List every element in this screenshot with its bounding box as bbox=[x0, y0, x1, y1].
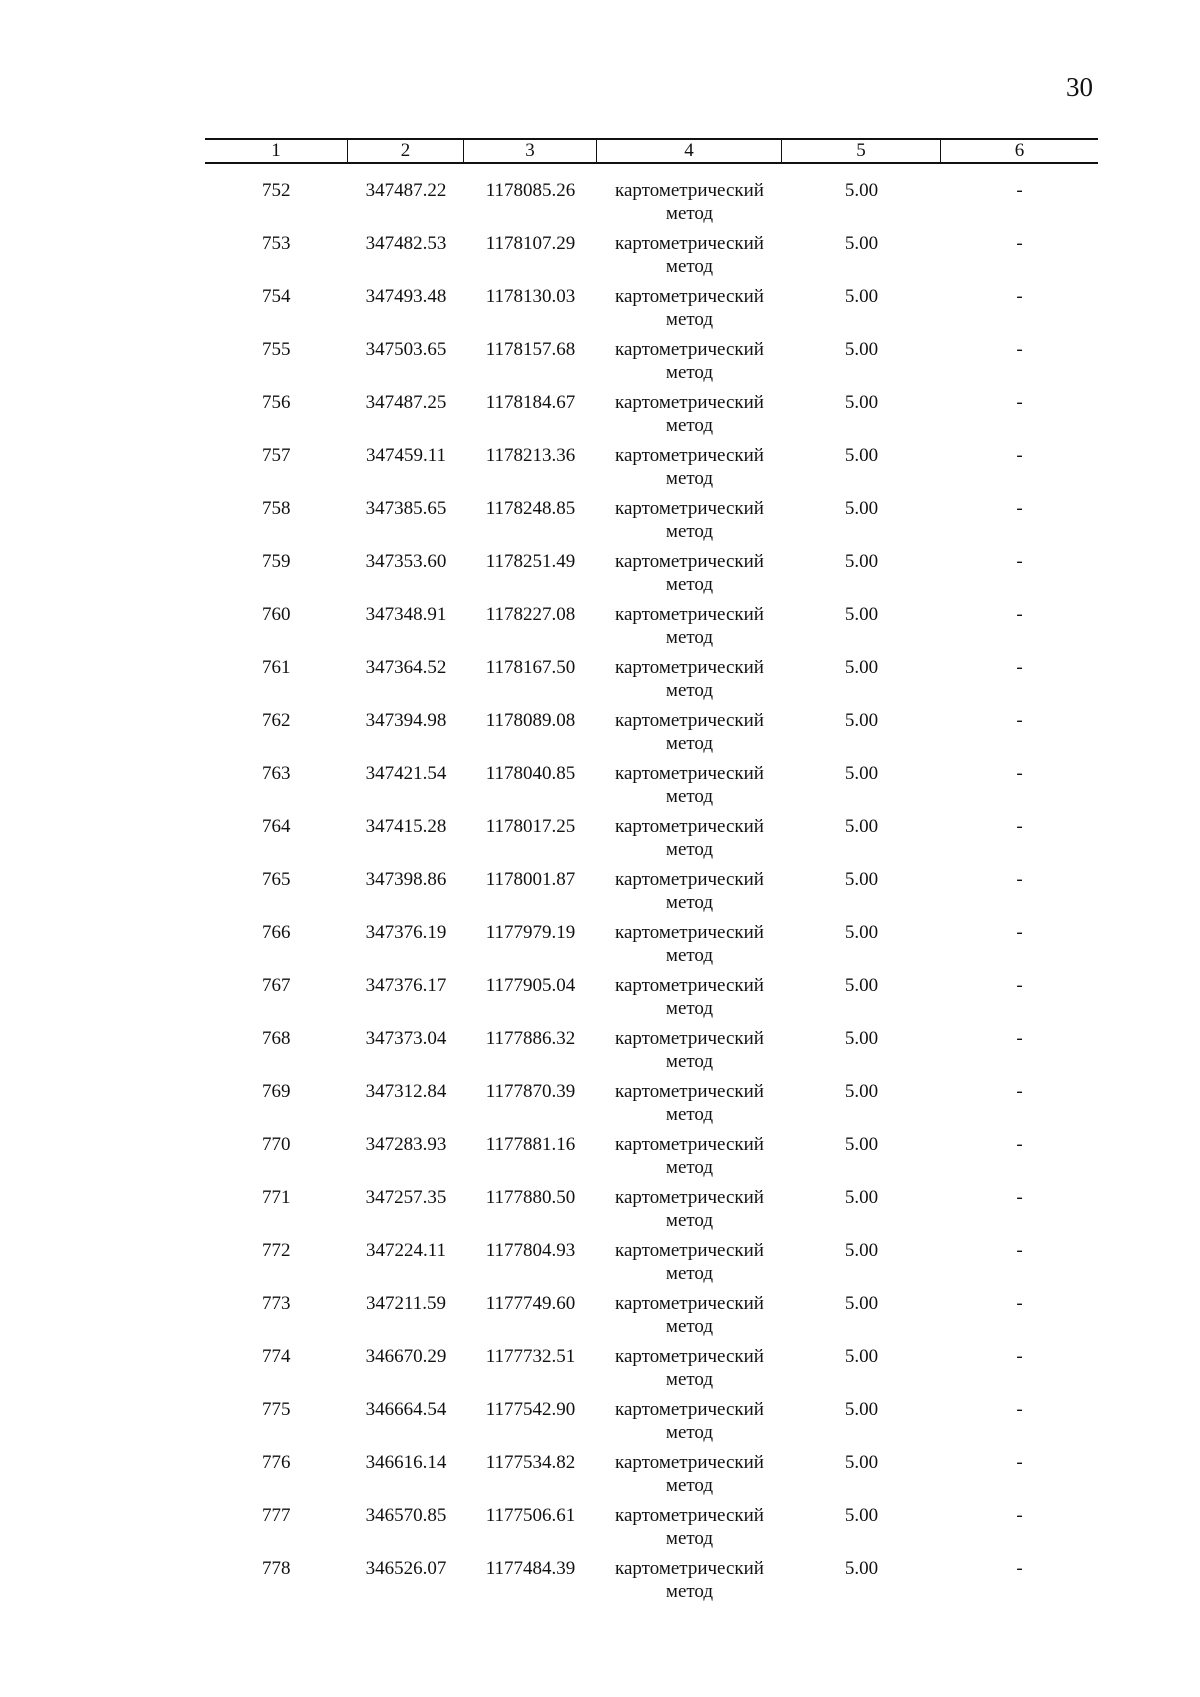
coord-y: 1177484.39 bbox=[485, 1558, 576, 1579]
point-number: 778 bbox=[262, 1558, 291, 1579]
method-line-2: метод bbox=[665, 1051, 714, 1072]
table-body bbox=[205, 179, 1098, 1610]
coord-x: 347487.22 bbox=[365, 180, 447, 201]
table-row bbox=[205, 656, 1098, 709]
method-line-2: метод bbox=[665, 1475, 714, 1496]
table-row bbox=[205, 921, 1098, 974]
description: - bbox=[1016, 1558, 1023, 1579]
description: - bbox=[1016, 869, 1023, 890]
description: - bbox=[1016, 1134, 1023, 1155]
accuracy: 5.00 bbox=[844, 1558, 879, 1579]
description: - bbox=[1016, 339, 1023, 360]
method-line-2: метод bbox=[665, 1210, 714, 1231]
table-row bbox=[205, 1080, 1098, 1133]
method-line-2: метод bbox=[665, 1581, 714, 1602]
table-row bbox=[205, 1292, 1098, 1345]
coord-x: 347415.28 bbox=[365, 816, 447, 837]
coord-y: 1177804.93 bbox=[485, 1240, 576, 1261]
method-line-1: картометрический bbox=[615, 1452, 764, 1473]
point-number: 761 bbox=[262, 657, 291, 678]
method bbox=[597, 921, 782, 974]
table-row bbox=[205, 1186, 1098, 1239]
method bbox=[597, 656, 782, 709]
method-line-1: картометрический bbox=[615, 1081, 764, 1102]
method-line-1: картометрический bbox=[615, 869, 764, 890]
accuracy: 5.00 bbox=[844, 1081, 879, 1102]
accuracy: 5.00 bbox=[844, 1134, 879, 1155]
method-line-1: картометрический bbox=[615, 1346, 764, 1367]
coord-x: 347283.93 bbox=[365, 1134, 447, 1155]
table-row bbox=[205, 1133, 1098, 1186]
method-line-2: метод bbox=[665, 892, 714, 913]
description: - bbox=[1016, 233, 1023, 254]
accuracy: 5.00 bbox=[844, 551, 879, 572]
header-col-1: 1 bbox=[205, 140, 348, 162]
method bbox=[597, 1398, 782, 1451]
table-row bbox=[205, 1557, 1098, 1610]
table-row bbox=[205, 338, 1098, 391]
coord-x: 346664.54 bbox=[365, 1399, 447, 1420]
method bbox=[597, 1027, 782, 1080]
table-row bbox=[205, 868, 1098, 921]
table-row bbox=[205, 285, 1098, 338]
method-line-1: картометрический bbox=[615, 233, 764, 254]
table-row bbox=[205, 815, 1098, 868]
method-line-1: картометрический bbox=[615, 1558, 764, 1579]
accuracy: 5.00 bbox=[844, 339, 879, 360]
coord-x: 347394.98 bbox=[365, 710, 447, 731]
coord-x: 347487.25 bbox=[365, 392, 447, 413]
description: - bbox=[1016, 286, 1023, 307]
coord-x: 346670.29 bbox=[365, 1346, 447, 1367]
method-line-2: метод bbox=[665, 1157, 714, 1178]
coord-y: 1178227.08 bbox=[485, 604, 576, 625]
method bbox=[597, 1080, 782, 1133]
method-line-2: метод bbox=[665, 1369, 714, 1390]
point-number: 763 bbox=[262, 763, 291, 784]
method-line-1: картометрический bbox=[615, 1134, 764, 1155]
accuracy: 5.00 bbox=[844, 1452, 879, 1473]
point-number: 777 bbox=[262, 1505, 291, 1526]
method-line-2: метод bbox=[665, 945, 714, 966]
method-line-2: метод bbox=[665, 1422, 714, 1443]
accuracy: 5.00 bbox=[844, 816, 879, 837]
description: - bbox=[1016, 1028, 1023, 1049]
method bbox=[597, 444, 782, 497]
method bbox=[597, 709, 782, 762]
point-number: 759 bbox=[262, 551, 291, 572]
table-row bbox=[205, 1451, 1098, 1504]
accuracy: 5.00 bbox=[844, 1346, 879, 1367]
description: - bbox=[1016, 710, 1023, 731]
coord-y: 1178001.87 bbox=[485, 869, 576, 890]
method bbox=[597, 815, 782, 868]
coord-y: 1177749.60 bbox=[485, 1293, 576, 1314]
method-line-2: метод bbox=[665, 1528, 714, 1549]
method bbox=[597, 1292, 782, 1345]
coord-x: 346526.07 bbox=[365, 1558, 447, 1579]
description: - bbox=[1016, 180, 1023, 201]
method-line-2: метод bbox=[665, 362, 714, 383]
table-row bbox=[205, 1345, 1098, 1398]
method-line-1: картометрический bbox=[615, 922, 764, 943]
point-number: 753 bbox=[262, 233, 291, 254]
table-row bbox=[205, 1027, 1098, 1080]
coordinates-table bbox=[205, 138, 1098, 1610]
method-line-2: метод bbox=[665, 256, 714, 277]
method bbox=[597, 1504, 782, 1557]
point-number: 766 bbox=[262, 922, 291, 943]
page-number: 30 bbox=[1066, 72, 1093, 102]
accuracy: 5.00 bbox=[844, 1293, 879, 1314]
method-line-2: метод bbox=[665, 203, 714, 224]
description: - bbox=[1016, 498, 1023, 519]
accuracy: 5.00 bbox=[844, 1505, 879, 1526]
coord-y: 1178157.68 bbox=[485, 339, 576, 360]
coord-x: 347493.48 bbox=[365, 286, 447, 307]
coord-y: 1178017.25 bbox=[485, 816, 576, 837]
method-line-1: картометрический bbox=[615, 710, 764, 731]
description: - bbox=[1016, 1240, 1023, 1261]
accuracy: 5.00 bbox=[844, 1240, 879, 1261]
description: - bbox=[1016, 816, 1023, 837]
accuracy: 5.00 bbox=[844, 286, 879, 307]
table-row bbox=[205, 232, 1098, 285]
method bbox=[597, 497, 782, 550]
method bbox=[597, 1451, 782, 1504]
coord-x: 347257.35 bbox=[365, 1187, 447, 1208]
table-row bbox=[205, 391, 1098, 444]
coord-x: 347459.11 bbox=[365, 445, 447, 466]
method-line-2: метод bbox=[665, 1263, 714, 1284]
point-number: 772 bbox=[262, 1240, 291, 1261]
description: - bbox=[1016, 445, 1023, 466]
accuracy: 5.00 bbox=[844, 1399, 879, 1420]
accuracy: 5.00 bbox=[844, 180, 879, 201]
method-line-1: картометрический bbox=[615, 286, 764, 307]
point-number: 762 bbox=[262, 710, 291, 731]
method-line-1: картометрический bbox=[615, 763, 764, 784]
method-line-1: картометрический bbox=[615, 1240, 764, 1261]
coord-x: 347398.86 bbox=[365, 869, 447, 890]
coord-x: 347376.17 bbox=[365, 975, 447, 996]
description: - bbox=[1016, 657, 1023, 678]
point-number: 756 bbox=[262, 392, 291, 413]
coord-y: 1177542.90 bbox=[485, 1399, 576, 1420]
coord-y: 1178085.26 bbox=[485, 180, 576, 201]
method bbox=[597, 974, 782, 1027]
coord-y: 1178167.50 bbox=[485, 657, 576, 678]
coord-y: 1178040.85 bbox=[485, 763, 576, 784]
point-number: 775 bbox=[262, 1399, 291, 1420]
method-line-2: метод bbox=[665, 468, 714, 489]
coord-x: 347312.84 bbox=[365, 1081, 447, 1102]
method-line-2: метод bbox=[665, 786, 714, 807]
coord-y: 1177979.19 bbox=[485, 922, 576, 943]
method bbox=[597, 603, 782, 656]
description: - bbox=[1016, 763, 1023, 784]
description: - bbox=[1016, 1399, 1023, 1420]
point-number: 773 bbox=[262, 1293, 291, 1314]
accuracy: 5.00 bbox=[844, 657, 879, 678]
method-line-1: картометрический bbox=[615, 1028, 764, 1049]
description: - bbox=[1016, 975, 1023, 996]
point-number: 776 bbox=[262, 1452, 291, 1473]
header-col-3: 3 bbox=[464, 140, 597, 162]
accuracy: 5.00 bbox=[844, 710, 879, 731]
coord-x: 347211.59 bbox=[365, 1293, 447, 1314]
method-line-2: метод bbox=[665, 680, 714, 701]
description: - bbox=[1016, 392, 1023, 413]
table-row bbox=[205, 444, 1098, 497]
coord-y: 1178130.03 bbox=[485, 286, 576, 307]
method bbox=[597, 550, 782, 603]
coord-y: 1177905.04 bbox=[485, 975, 576, 996]
coord-y: 1178213.36 bbox=[485, 445, 576, 466]
point-number: 754 bbox=[262, 286, 291, 307]
description: - bbox=[1016, 922, 1023, 943]
coord-x: 347353.60 bbox=[365, 551, 447, 572]
method bbox=[597, 1133, 782, 1186]
table-row bbox=[205, 550, 1098, 603]
description: - bbox=[1016, 604, 1023, 625]
method bbox=[597, 1239, 782, 1292]
coord-y: 1177886.32 bbox=[485, 1028, 576, 1049]
method bbox=[597, 762, 782, 815]
coord-x: 347224.11 bbox=[365, 1240, 447, 1261]
point-number: 764 bbox=[262, 816, 291, 837]
accuracy: 5.00 bbox=[844, 763, 879, 784]
accuracy: 5.00 bbox=[844, 1028, 879, 1049]
method-line-2: метод bbox=[665, 839, 714, 860]
coord-y: 1178107.29 bbox=[485, 233, 576, 254]
accuracy: 5.00 bbox=[844, 392, 879, 413]
method-line-2: метод bbox=[665, 309, 714, 330]
coord-x: 347421.54 bbox=[365, 763, 447, 784]
point-number: 768 bbox=[262, 1028, 291, 1049]
method-line-2: метод bbox=[665, 998, 714, 1019]
coord-y: 1177506.61 bbox=[485, 1505, 576, 1526]
coord-y: 1177870.39 bbox=[485, 1081, 576, 1102]
coord-x: 347376.19 bbox=[365, 922, 447, 943]
method bbox=[597, 868, 782, 921]
point-number: 769 bbox=[262, 1081, 291, 1102]
header-col-2: 2 bbox=[348, 140, 464, 162]
table-row bbox=[205, 179, 1098, 232]
coord-x: 347348.91 bbox=[365, 604, 447, 625]
point-number: 758 bbox=[262, 498, 291, 519]
point-number: 770 bbox=[262, 1134, 291, 1155]
method-line-1: картометрический bbox=[615, 498, 764, 519]
coord-y: 1177732.51 bbox=[485, 1346, 576, 1367]
table-header bbox=[205, 138, 1098, 164]
coord-y: 1177534.82 bbox=[485, 1452, 576, 1473]
method bbox=[597, 232, 782, 285]
accuracy: 5.00 bbox=[844, 869, 879, 890]
coord-x: 346616.14 bbox=[365, 1452, 447, 1473]
description: - bbox=[1016, 551, 1023, 572]
header-col-4: 4 bbox=[597, 140, 782, 162]
accuracy: 5.00 bbox=[844, 233, 879, 254]
method-line-1: картометрический bbox=[615, 1399, 764, 1420]
method-line-1: картометрический bbox=[615, 975, 764, 996]
method bbox=[597, 1186, 782, 1239]
method-line-1: картометрический bbox=[615, 445, 764, 466]
accuracy: 5.00 bbox=[844, 975, 879, 996]
point-number: 771 bbox=[262, 1187, 291, 1208]
table-row bbox=[205, 1504, 1098, 1557]
method-line-2: метод bbox=[665, 574, 714, 595]
accuracy: 5.00 bbox=[844, 445, 879, 466]
table-row bbox=[205, 974, 1098, 1027]
description: - bbox=[1016, 1452, 1023, 1473]
coord-x: 347482.53 bbox=[365, 233, 447, 254]
accuracy: 5.00 bbox=[844, 1187, 879, 1208]
method bbox=[597, 1557, 782, 1610]
point-number: 765 bbox=[262, 869, 291, 890]
method-line-2: метод bbox=[665, 1316, 714, 1337]
method-line-1: картометрический bbox=[615, 392, 764, 413]
method-line-1: картометрический bbox=[615, 657, 764, 678]
coord-x: 347373.04 bbox=[365, 1028, 447, 1049]
method-line-1: картометрический bbox=[615, 339, 764, 360]
method-line-1: картометрический bbox=[615, 816, 764, 837]
table-row bbox=[205, 762, 1098, 815]
method-line-1: картометрический bbox=[615, 180, 764, 201]
point-number: 755 bbox=[262, 339, 291, 360]
description: - bbox=[1016, 1081, 1023, 1102]
description: - bbox=[1016, 1187, 1023, 1208]
coord-y: 1178089.08 bbox=[485, 710, 576, 731]
method bbox=[597, 179, 782, 232]
method-line-2: метод bbox=[665, 733, 714, 754]
coord-y: 1178248.85 bbox=[485, 498, 576, 519]
point-number: 760 bbox=[262, 604, 291, 625]
method-line-2: метод bbox=[665, 627, 714, 648]
coord-y: 1177880.50 bbox=[485, 1187, 576, 1208]
method-line-2: метод bbox=[665, 1104, 714, 1125]
table-row bbox=[205, 603, 1098, 656]
coord-y: 1177881.16 bbox=[485, 1134, 576, 1155]
method bbox=[597, 1345, 782, 1398]
table-row bbox=[205, 1239, 1098, 1292]
method bbox=[597, 391, 782, 444]
description: - bbox=[1016, 1505, 1023, 1526]
method-line-2: метод bbox=[665, 415, 714, 436]
coord-x: 347364.52 bbox=[365, 657, 447, 678]
coord-x: 347385.65 bbox=[365, 498, 447, 519]
description: - bbox=[1016, 1293, 1023, 1314]
method-line-1: картометрический bbox=[615, 551, 764, 572]
table-row bbox=[205, 497, 1098, 550]
method-line-1: картометрический bbox=[615, 1505, 764, 1526]
header-col-5: 5 bbox=[782, 140, 941, 162]
accuracy: 5.00 bbox=[844, 604, 879, 625]
coord-y: 1178184.67 bbox=[485, 392, 576, 413]
description: - bbox=[1016, 1346, 1023, 1367]
point-number: 752 bbox=[262, 180, 291, 201]
method bbox=[597, 338, 782, 391]
method bbox=[597, 285, 782, 338]
method-line-2: метод bbox=[665, 521, 714, 542]
method-line-1: картометрический bbox=[615, 1293, 764, 1314]
method-line-1: картометрический bbox=[615, 604, 764, 625]
point-number: 757 bbox=[262, 445, 291, 466]
accuracy: 5.00 bbox=[844, 498, 879, 519]
coord-y: 1178251.49 bbox=[485, 551, 576, 572]
coord-x: 346570.85 bbox=[365, 1505, 447, 1526]
coord-x: 347503.65 bbox=[365, 339, 447, 360]
table-row bbox=[205, 1398, 1098, 1451]
point-number: 774 bbox=[262, 1346, 291, 1367]
method-line-1: картометрический bbox=[615, 1187, 764, 1208]
header-col-6: 6 bbox=[1014, 140, 1025, 161]
point-number: 767 bbox=[262, 975, 291, 996]
accuracy: 5.00 bbox=[844, 922, 879, 943]
table-row bbox=[205, 709, 1098, 762]
